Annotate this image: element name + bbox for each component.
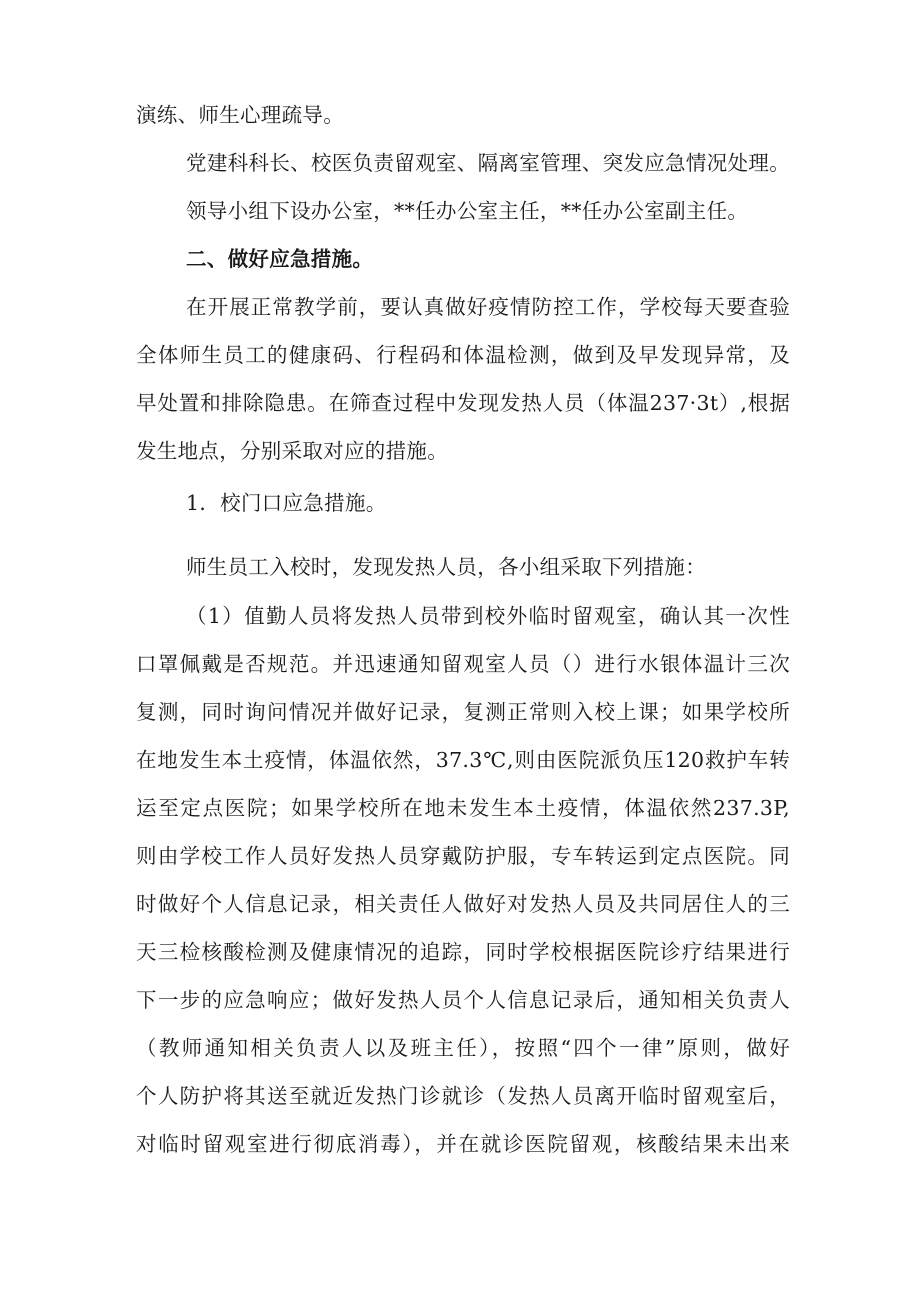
text-line: 运至定点医院；如果学校所在地未发生本土疫情，体温依然237.3P, <box>136 796 790 820</box>
text-line: （1）值勤人员将发热人员带到校外临时留观室，确认其一次性 <box>186 604 790 628</box>
text-line: 天三检核酸检测及健康情况的追踪，同时学校根据医院诊疗结果进行 <box>136 940 790 964</box>
text-line: 早处置和排除隐患。在筛查过程中发现发热人员（体温237·3t）,根据 <box>136 391 790 415</box>
text-line: 时做好个人信息记录，相关责任人做好对发热人员及共同居住人的三 <box>136 892 790 916</box>
text-line: 在地发生本土疫情，体温依然，37.3℃,则由医院派负压120救护车转 <box>136 748 790 772</box>
text-line: 领导小组下设办公室，**任办公室主任，**任办公室副主任。 <box>186 199 749 223</box>
text-line: 发生地点，分别采取对应的措施。 <box>136 439 448 463</box>
text-line: 个人防护将其送至就近发热门诊就诊（发热人员离开临时留观室后， <box>136 1084 790 1108</box>
text-line: 则由学校工作人员好发热人员穿戴防护服，专车转运到定点医院。同 <box>136 844 790 868</box>
text-line: 口罩佩戴是否规范。并迅速通知留观室人员（）进行水银体温计三次 <box>136 652 790 676</box>
text-line: 演练、师生心理疏导。 <box>136 103 344 127</box>
text-line: 下一步的应急响应；做好发热人员个人信息记录后，通知相关负责人 <box>136 988 790 1012</box>
section-heading: 二、做好应急措施。 <box>186 247 374 271</box>
text-line: 对临时留观室进行彻底消毒），并在就诊医院留观，核酸结果未出来 <box>136 1132 790 1156</box>
text-line: 党建科科长、校医负责留观室、隔离室管理、突发应急情况处理。 <box>186 151 790 175</box>
text-line: 在开展正常教学前，要认真做好疫情防控工作，学校每天要查验 <box>186 295 790 319</box>
text-line: 师生员工入校时，发现发热人员，各小组采取下列措施： <box>186 555 706 579</box>
text-line: 复测，同时询问情况并做好记录，复测正常则入校上课；如果学校所 <box>136 700 790 724</box>
text-line: 全体师生员工的健康码、行程码和体温检测，做到及早发现异常，及 <box>136 343 790 367</box>
text-line: （教师通知相关负责人以及班主任），按照“四个一律”原则，做好 <box>136 1036 790 1060</box>
subsection-heading: 1．校门口应急措施。 <box>186 491 387 515</box>
